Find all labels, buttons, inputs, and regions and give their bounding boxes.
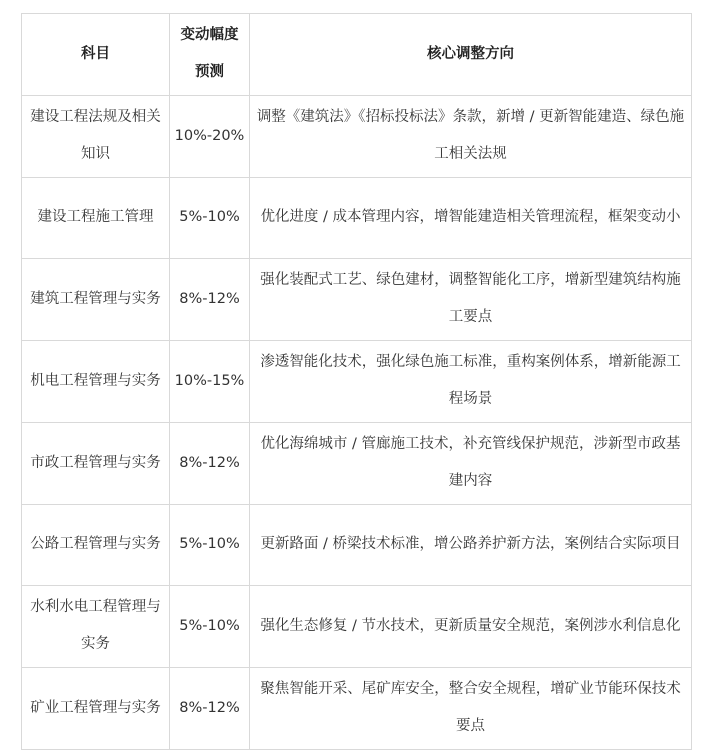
cell-subject: 公路工程管理与实务 [22, 505, 170, 586]
cell-subject: 矿业工程管理与实务 [22, 668, 170, 750]
table-row [22, 178, 692, 259]
header-range: 变动幅度预测 [170, 14, 250, 96]
cell-range: 5%-10% [170, 178, 250, 259]
cell-range: 8%-12% [170, 259, 250, 341]
cell-range: 10%-20% [170, 96, 250, 178]
cell-range: 5%-10% [170, 586, 250, 668]
table-row [22, 341, 692, 423]
cell-direction: 强化生态修复 / 节水技术，更新质量安全规范，案例涉水利信息化 [250, 586, 692, 668]
table-body [22, 96, 692, 750]
cell-direction: 优化进度 / 成本管理内容，增智能建造相关管理流程，框架变动小 [250, 178, 692, 259]
cell-subject: 市政工程管理与实务 [22, 423, 170, 505]
cell-direction: 渗透智能化技术，强化绿色施工标准，重构案例体系，增新能源工程场景 [250, 341, 692, 423]
cell-subject: 水利水电工程管理与实务 [22, 586, 170, 668]
cell-range: 10%-15% [170, 341, 250, 423]
table-row [22, 668, 692, 750]
table-row [22, 505, 692, 586]
table-header [22, 14, 692, 96]
table-row [22, 96, 692, 178]
cell-subject: 建设工程法规及相关知识 [22, 96, 170, 178]
cell-direction: 更新路面 / 桥梁技术标准，增公路养护新方法，案例结合实际项目 [250, 505, 692, 586]
cell-subject: 机电工程管理与实务 [22, 341, 170, 423]
table-row [22, 586, 692, 668]
header-row [22, 14, 692, 96]
cell-direction: 强化装配式工艺、绿色建材，调整智能化工序，增新型建筑结构施工要点 [250, 259, 692, 341]
cell-direction: 聚焦智能开采、尾矿库安全，整合安全规程，增矿业节能环保技术要点 [250, 668, 692, 750]
cell-range: 8%-12% [170, 668, 250, 750]
cell-range: 8%-12% [170, 423, 250, 505]
cell-subject: 建设工程施工管理 [22, 178, 170, 259]
header-subject: 科目 [22, 14, 170, 96]
cell-direction: 调整《建筑法》《招标投标法》条款，新增 / 更新智能建造、绿色施工相关法规 [250, 96, 692, 178]
cell-range: 5%-10% [170, 505, 250, 586]
table-row [22, 423, 692, 505]
syllabus-change-table [21, 13, 692, 750]
table-row [22, 259, 692, 341]
cell-subject: 建筑工程管理与实务 [22, 259, 170, 341]
header-direction: 核心调整方向 [250, 14, 692, 96]
cell-direction: 优化海绵城市 / 管廊施工技术，补充管线保护规范，涉新型市政基建内容 [250, 423, 692, 505]
